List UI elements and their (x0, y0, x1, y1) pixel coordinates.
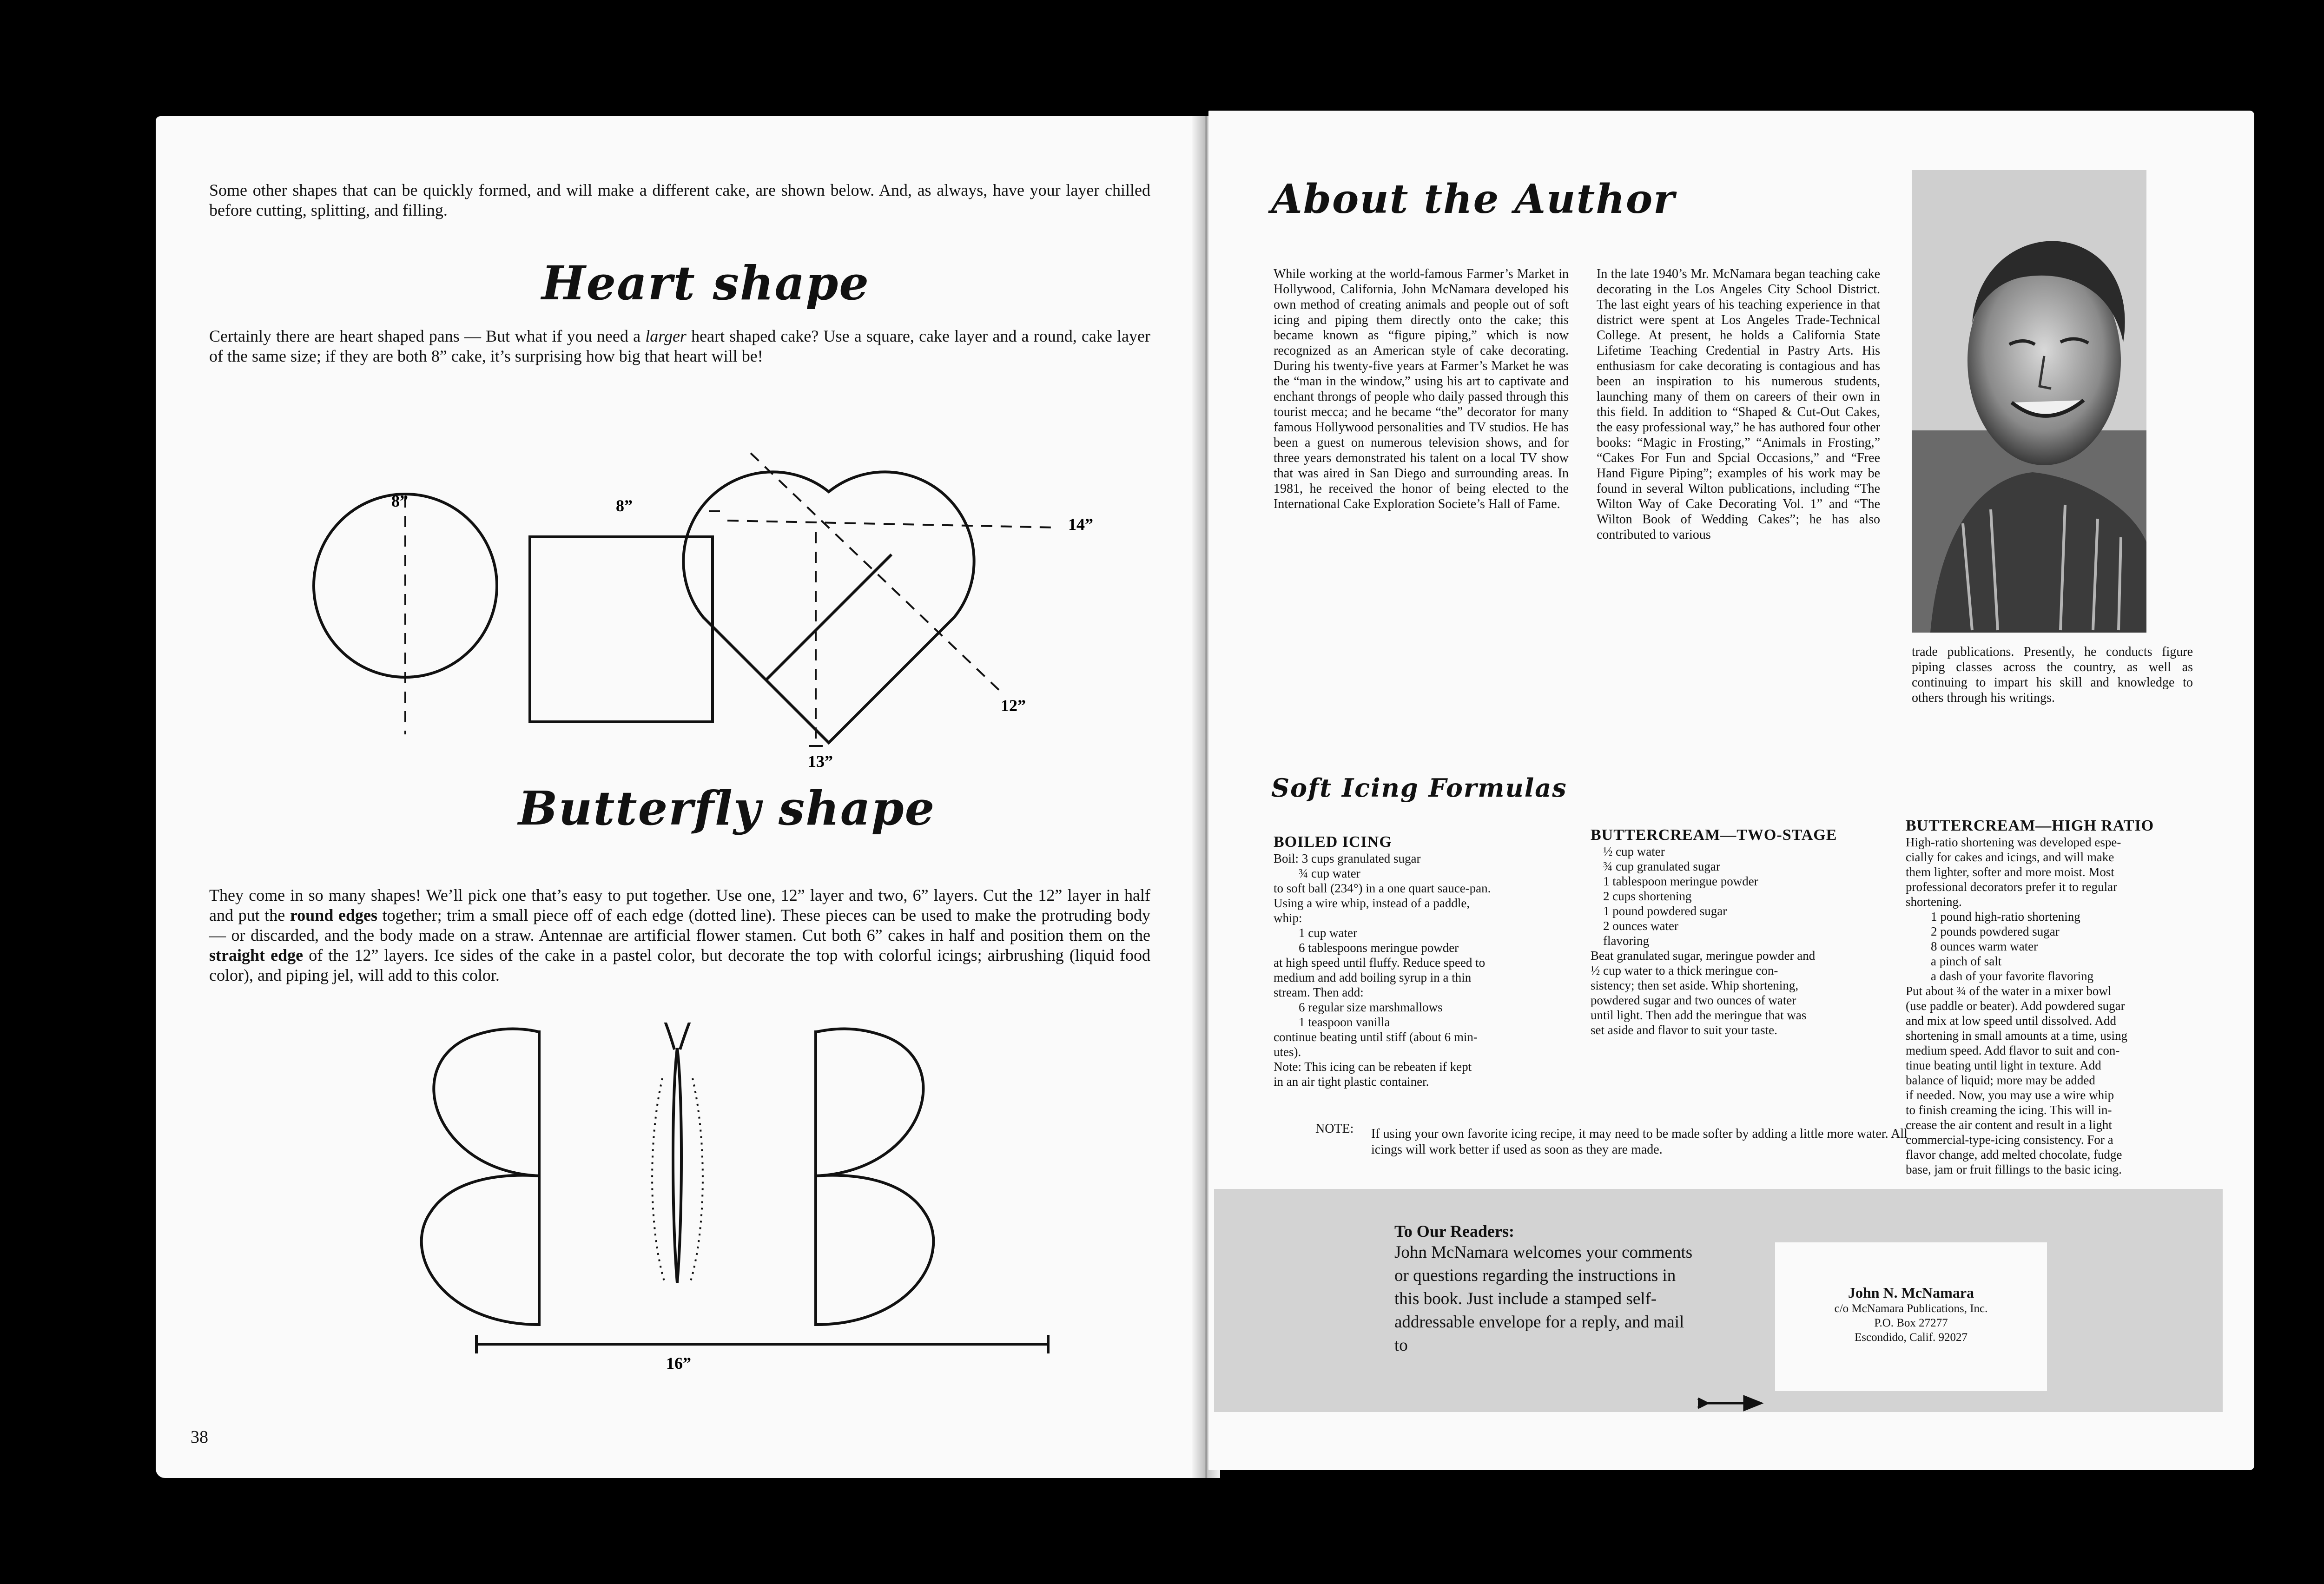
boiled-icing-body: Boil: 3 cups granulated sugar ¾ cup water to soft ball (234°) in a one quart sauce-pan. Using a wire whip, instead of a paddle, whip: 1 cup water 6 tablespoons meringue powder at high speed until fluffy. Reduce speed to medium and add boiling syrup in a thin stream. Then add: 6 regular size marshmallows 1 teaspoon vanilla continue beating until stiff (about 6 min- utes). Note: This icing can be rebeaten if kept in an air tight plastic container. (1274, 851, 1491, 1089)
author-photo (1912, 170, 2146, 633)
about-author-title: About the Author (1271, 176, 1676, 223)
heart-paragraph: Certainly there are heart shaped pans — But what if you need a larger heart shaped cake? Use a square, cake layer and a round, cake layer of the same size; if they are both 8” cake, it’s surprising how big that heart will be! (209, 327, 1150, 365)
height-label: 13” (808, 752, 833, 767)
buttercream-two-stage-heading: BUTTERCREAM—TWO-STAGE (1591, 826, 1837, 844)
left-antenna (658, 1023, 674, 1049)
address-line-2: P.O. Box 27277 (1874, 1317, 1948, 1329)
circle-label: 8” (391, 492, 408, 510)
readers-heading: To Our Readers: (1394, 1222, 1515, 1241)
butterfly-diagram (156, 1023, 1199, 1376)
mailing-address-card (1775, 1242, 2047, 1391)
heart-diagram (156, 116, 1199, 767)
trim-dotted-right (690, 1078, 703, 1283)
lower-left-wing (422, 1175, 539, 1325)
heart-dashed-horizontal (727, 521, 1057, 528)
buttercream-two-stage-recipe (1591, 826, 1879, 1037)
about-column-1: While working at the world-famous Farmer’s Market in Hollywood, California, John McNamara developed his own method of creating animals and people out of soft icing and piping them directly onto the cake; this became known as “figure piping,” which is now recognized as an American style of cake decorating. During his twenty-five years at Farmer’s Market he was the “man in the window,” using his art to captivate and enchant throngs of people who daily passed through this tourist mecca; and he became “the” decorator for many famous Hollywood personalities and TV studios. He has been a guest on numerous television shows, and for three years demonstrated his talent on a local TV show that was aired in San Diego and surrounding areas. In 1981, he received the honor of being elected to the International Cake Exploration Societe’s Hall of Fame. (1274, 267, 1569, 511)
upper-right-wing (816, 1029, 923, 1176)
width-label: 14” (1068, 515, 1093, 534)
icing-formulas-title: Soft Icing Formulas (1271, 773, 1567, 803)
buttercream-high-ratio-body: High-ratio shortening was developed espe- cially for cakes and icings, and will make them lighter, softer and more moist. Most professional decorators prefer it to regular shortening. 1 pound high-ratio shortening 2 pounds powdered sugar 8 ounces warm water a pinch of salt a dash of your favorite flavoring Put about ¾ of the water in a mixer bowl (use paddle or beater). Add powdered sugar and mix at low speed until dissolved. Add shortening in small amounts at a time, using medium speed. Add flavor to suit and con- tinue beating until light in texture. Add balance of liquid; more may be added if needed. Now, you may use a wire whip to finish creaming the icing. This will in- crease the air content and result in a light commercial-type-icing consistency. For a flavor change, add melted chocolate, fudge base, jam or fruit fillings to the basic icing. (1906, 835, 2127, 1176)
buttercream-high-ratio-heading: BUTTERCREAM—HIGH RATIO (1906, 817, 2154, 834)
about-column-2: In the late 1940’s Mr. McNamara began teaching cake decorating in the Los Angeles City School District. The last eight years of his teaching experience in that district were spent at Los Angeles Trade-Technical College. At present, he holds a California State Lifetime Teaching Credential in Pastry Arts. His enthusiasm for cake decorating is contagious and has been an inspiration to his numerous students, launching many of them on careers of their own in this field. In addition to “Shaped & Cut-Out Cakes, the easy professional way,” he has authored four other books: “Magic in Frosting,” “Animals in Frosting,” “Cakes For Fun and Spcial Occasions,” and “Free Hand Figure Piping”; examples of his work may be found in several Wilton publications, including “The Wilton Way of Cake Decorating Vol. 1” and “The Wilton Book of Wedding Cakes”; he has also contributed to various (1597, 267, 1880, 542)
about-column-3: trade publications. Presently, he conducts figure piping classes across the country, as well as continuing to impart his skill and knowledge to others through his writings. (1912, 645, 2193, 705)
heart-outline (683, 472, 974, 743)
heart-shape-title: Heart shape (541, 256, 870, 310)
butterfly-paragraph: They come in so many shapes! We’ll pick one that’s easy to put together. Use one, 12” layer and two, 6” layers. Cut the 12” layer in half and put the round edges together; trim a small piece off of each edge (dotted line). These pieces can be used to make the protruding body — or discarded, and the body made on a straw. Antennae are artificial flower stamen. Cut both 6” cakes in half and position them on the straight edge of the 12” layers. Ice sides of the cake in a pastel color, but decorate the top with colorful icings; airbrushing (liquid food color), and piping jel, will add to this color. (209, 886, 1150, 984)
author-portrait-image (1912, 170, 2146, 633)
boiled-icing-recipe (1274, 833, 1552, 1089)
buttercream-two-stage-body: ½ cup water ¾ cup granulated sugar 1 tablespoon meringue powder 2 cups shortening 1 pound powdered sugar 2 ounces water flavoring Beat granulated sugar, meringue powder and ½ cup water to a thick meringue con- sistency; then set aside. Whip shortening, powdered sugar and two ounces of water until light. Then add the meringue that was set aside and flavor to suit your taste. (1591, 845, 1816, 1037)
butterfly-shape-title: Butterfly shape (518, 781, 936, 836)
boiled-icing-heading: BOILED ICING (1274, 833, 1392, 851)
arrow-right-icon (1696, 1394, 1770, 1416)
upper-left-wing (434, 1029, 539, 1176)
heart-cut-line (766, 554, 891, 680)
diagonal-label: 12” (1001, 696, 1026, 715)
readers-body: John McNamara welcomes your comments or questions regarding the instructions in this book. Just include a stamped self-addressable envelope for a reply, and mail to (1394, 1243, 1693, 1355)
readers-panel (1214, 1189, 2223, 1412)
address-line-3: Escondido, Calif. 92027 (1854, 1331, 1968, 1344)
trim-dotted-left (652, 1078, 665, 1283)
page-number: 38 (191, 1427, 208, 1447)
note-text: If using your own favorite icing recipe, it may need to be made softer by adding a little more water. All icings will work better if used as soon as they are made. (1371, 1127, 1908, 1157)
address-line-1: c/o McNamara Publications, Inc. (1834, 1302, 1988, 1315)
square-label: 8” (616, 496, 633, 515)
right-page (1208, 111, 2254, 1470)
buttercream-high-ratio-recipe (1906, 817, 2194, 1177)
right-antenna (680, 1023, 697, 1049)
readers-message (1394, 1221, 1701, 1357)
note-label: NOTE: (1315, 1122, 1354, 1136)
left-page (156, 116, 1199, 1478)
address-name: John N. McNamara (1848, 1284, 1974, 1301)
butterfly-width-label: 16” (666, 1354, 691, 1373)
square-layer (530, 537, 713, 722)
butterfly-body (673, 1048, 681, 1283)
lower-right-wing (816, 1175, 933, 1325)
intro-paragraph: Some other shapes that can be quickly formed, and will make a different cake, are shown below. And, as always, have your layer chilled before cutting, splitting, and filling. (209, 181, 1150, 219)
